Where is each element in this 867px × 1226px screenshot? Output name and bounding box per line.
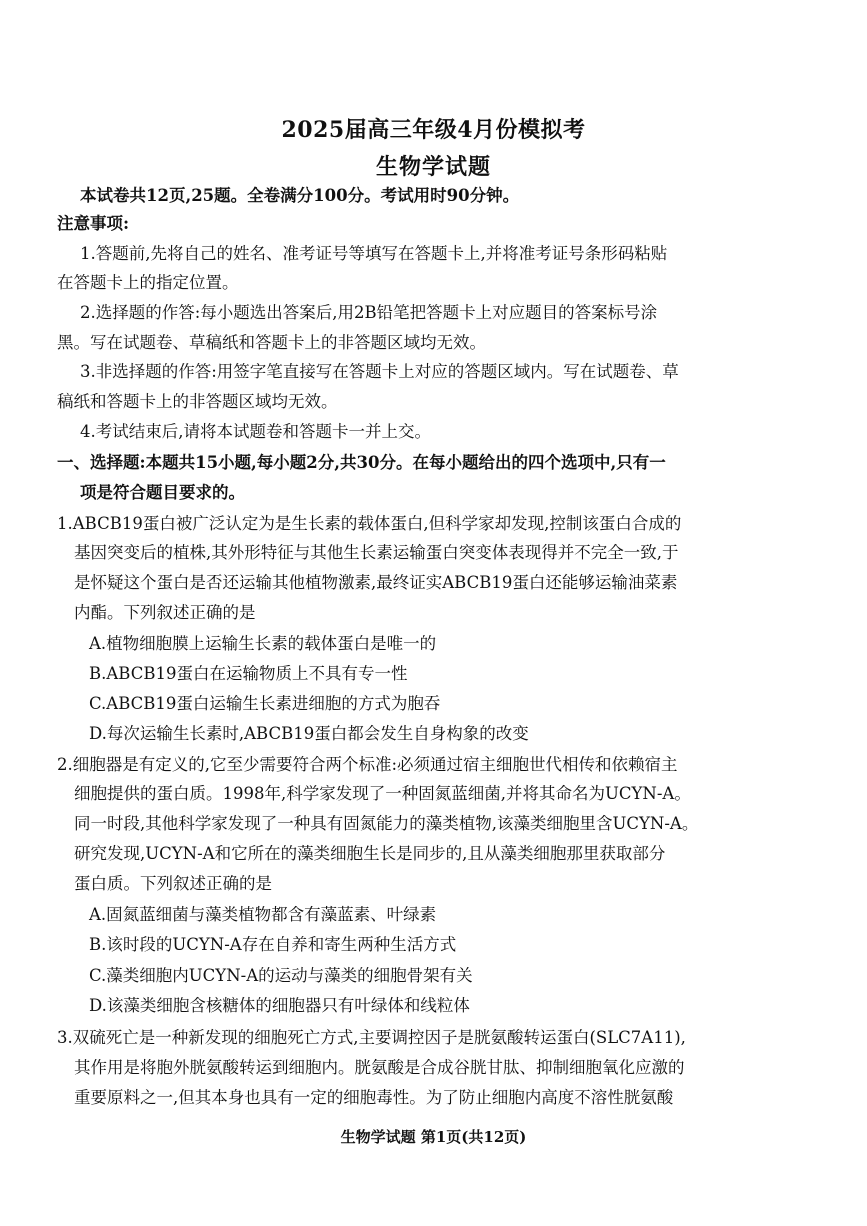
exam-title: 2025届高三年级4月份模拟考 bbox=[281, 117, 586, 143]
section-heading-cont: 项是符合题目要求的。 bbox=[80, 483, 245, 502]
notice-heading: 注意事项: bbox=[57, 214, 130, 233]
question-1-option-a: A.植物细胞膜上运输生长素的载体蛋白是唯一的 bbox=[89, 634, 437, 653]
notice-item-4: 4.考试结束后,请将本试题卷和答题卡一并上交。 bbox=[80, 422, 431, 441]
question-2-stem-line: 细胞提供的蛋白质。1998年,科学家发现了一种固氮蓝细菌,并将其命名为UCYN-A。 bbox=[74, 784, 691, 803]
question-2-stem-line: 蛋白质。下列叙述正确的是 bbox=[74, 874, 272, 893]
question-2-option-a: A.固氮蓝细菌与藻类植物都含有藻蓝素、叶绿素 bbox=[89, 905, 437, 924]
question-1-option-d: D.每次运输生长素时,ABCB19蛋白都会发生自身构象的改变 bbox=[89, 724, 529, 743]
question-2-option-b: B.该时段的UCYN-A存在自养和寄生两种生活方式 bbox=[89, 935, 457, 954]
question-1-option-b: B.ABCB19蛋白在运输物质上不具有专一性 bbox=[89, 664, 408, 683]
question-1-stem-line: 基因突变后的植株,其外形特征与其他生长素运输蛋白突变体表现得并不完全一致,于 bbox=[74, 543, 679, 562]
question-3-stem-line: 3.双硫死亡是一种新发现的细胞死亡方式,主要调控因子是胱氨酸转运蛋白(SLC7A11), bbox=[57, 1028, 686, 1047]
question-1-stem-line: 是怀疑这个蛋白是否还运输其他植物激素,最终证实ABCB19蛋白还能够运输油菜素 bbox=[74, 573, 678, 592]
question-2-stem-line: 同一时段,其他科学家发现了一种具有固氮能力的藻类植物,该藻类细胞里含UCYN-A。 bbox=[74, 814, 699, 833]
question-1-option-c: C.ABCB19蛋白运输生长素进细胞的方式为胞吞 bbox=[89, 694, 441, 713]
question-2-option-d: D.该藻类细胞含核糖体的细胞器只有叶绿体和线粒体 bbox=[89, 996, 470, 1015]
notice-item-2: 2.选择题的作答:每小题选出答案后,用2B铅笔把答题卡上对应题目的答案标号涂 bbox=[80, 303, 658, 322]
page-footer: 生物学试题 第1页(共12页) bbox=[340, 1128, 527, 1146]
question-2-option-c: C.藻类细胞内UCYN-A的运动与藻类的细胞骨架有关 bbox=[89, 966, 473, 985]
section-heading: 一、选择题:本题共15小题,每小题2分,共30分。在每小题给出的四个选项中,只有一 bbox=[57, 453, 666, 472]
question-3-stem-line: 其作用是将胞外胱氨酸转运到细胞内。胱氨酸是合成谷胱甘肽、抑制细胞氧化应激的 bbox=[74, 1058, 685, 1077]
notice-item-1-cont: 在答题卡上的指定位置。 bbox=[57, 273, 239, 292]
exam-subject: 生物学试题 bbox=[375, 154, 491, 180]
notice-item-1: 1.答题前,先将自己的姓名、准考证号等填写在答题卡上,并将准考证号条形码粘贴 bbox=[80, 244, 668, 263]
notice-item-3-cont: 稿纸和答题卡上的非答题区域均无效。 bbox=[57, 392, 338, 411]
question-3-stem-line: 重要原料之一,但其本身也具有一定的细胞毒性。为了防止细胞内高度不溶性胱氨酸 bbox=[74, 1088, 674, 1107]
notice-item-3: 3.非选择题的作答:用签字笔直接写在答题卡上对应的答题区域内。写在试题卷、草 bbox=[80, 362, 679, 381]
question-2-stem-line: 2.细胞器是有定义的,它至少需要符合两个标准:必须通过宿主细胞世代相传和依赖宿主 bbox=[57, 755, 678, 774]
question-2-stem-line: 研究发现,UCYN-A和它所在的藻类细胞生长是同步的,且从藻类细胞那里获取部分 bbox=[74, 844, 666, 863]
question-1-stem-line: 内酯。下列叙述正确的是 bbox=[74, 603, 256, 622]
notice-item-2-cont: 黑。写在试题卷、草稿纸和答题卡上的非答题区域均无效。 bbox=[57, 333, 486, 352]
exam-summary: 本试卷共12页,25题。全卷满分100分。考试用时90分钟。 bbox=[80, 186, 520, 205]
question-1-stem-line: 1.ABCB19蛋白被广泛认定为是生长素的载体蛋白,但科学家却发现,控制该蛋白合成的 bbox=[57, 514, 682, 533]
